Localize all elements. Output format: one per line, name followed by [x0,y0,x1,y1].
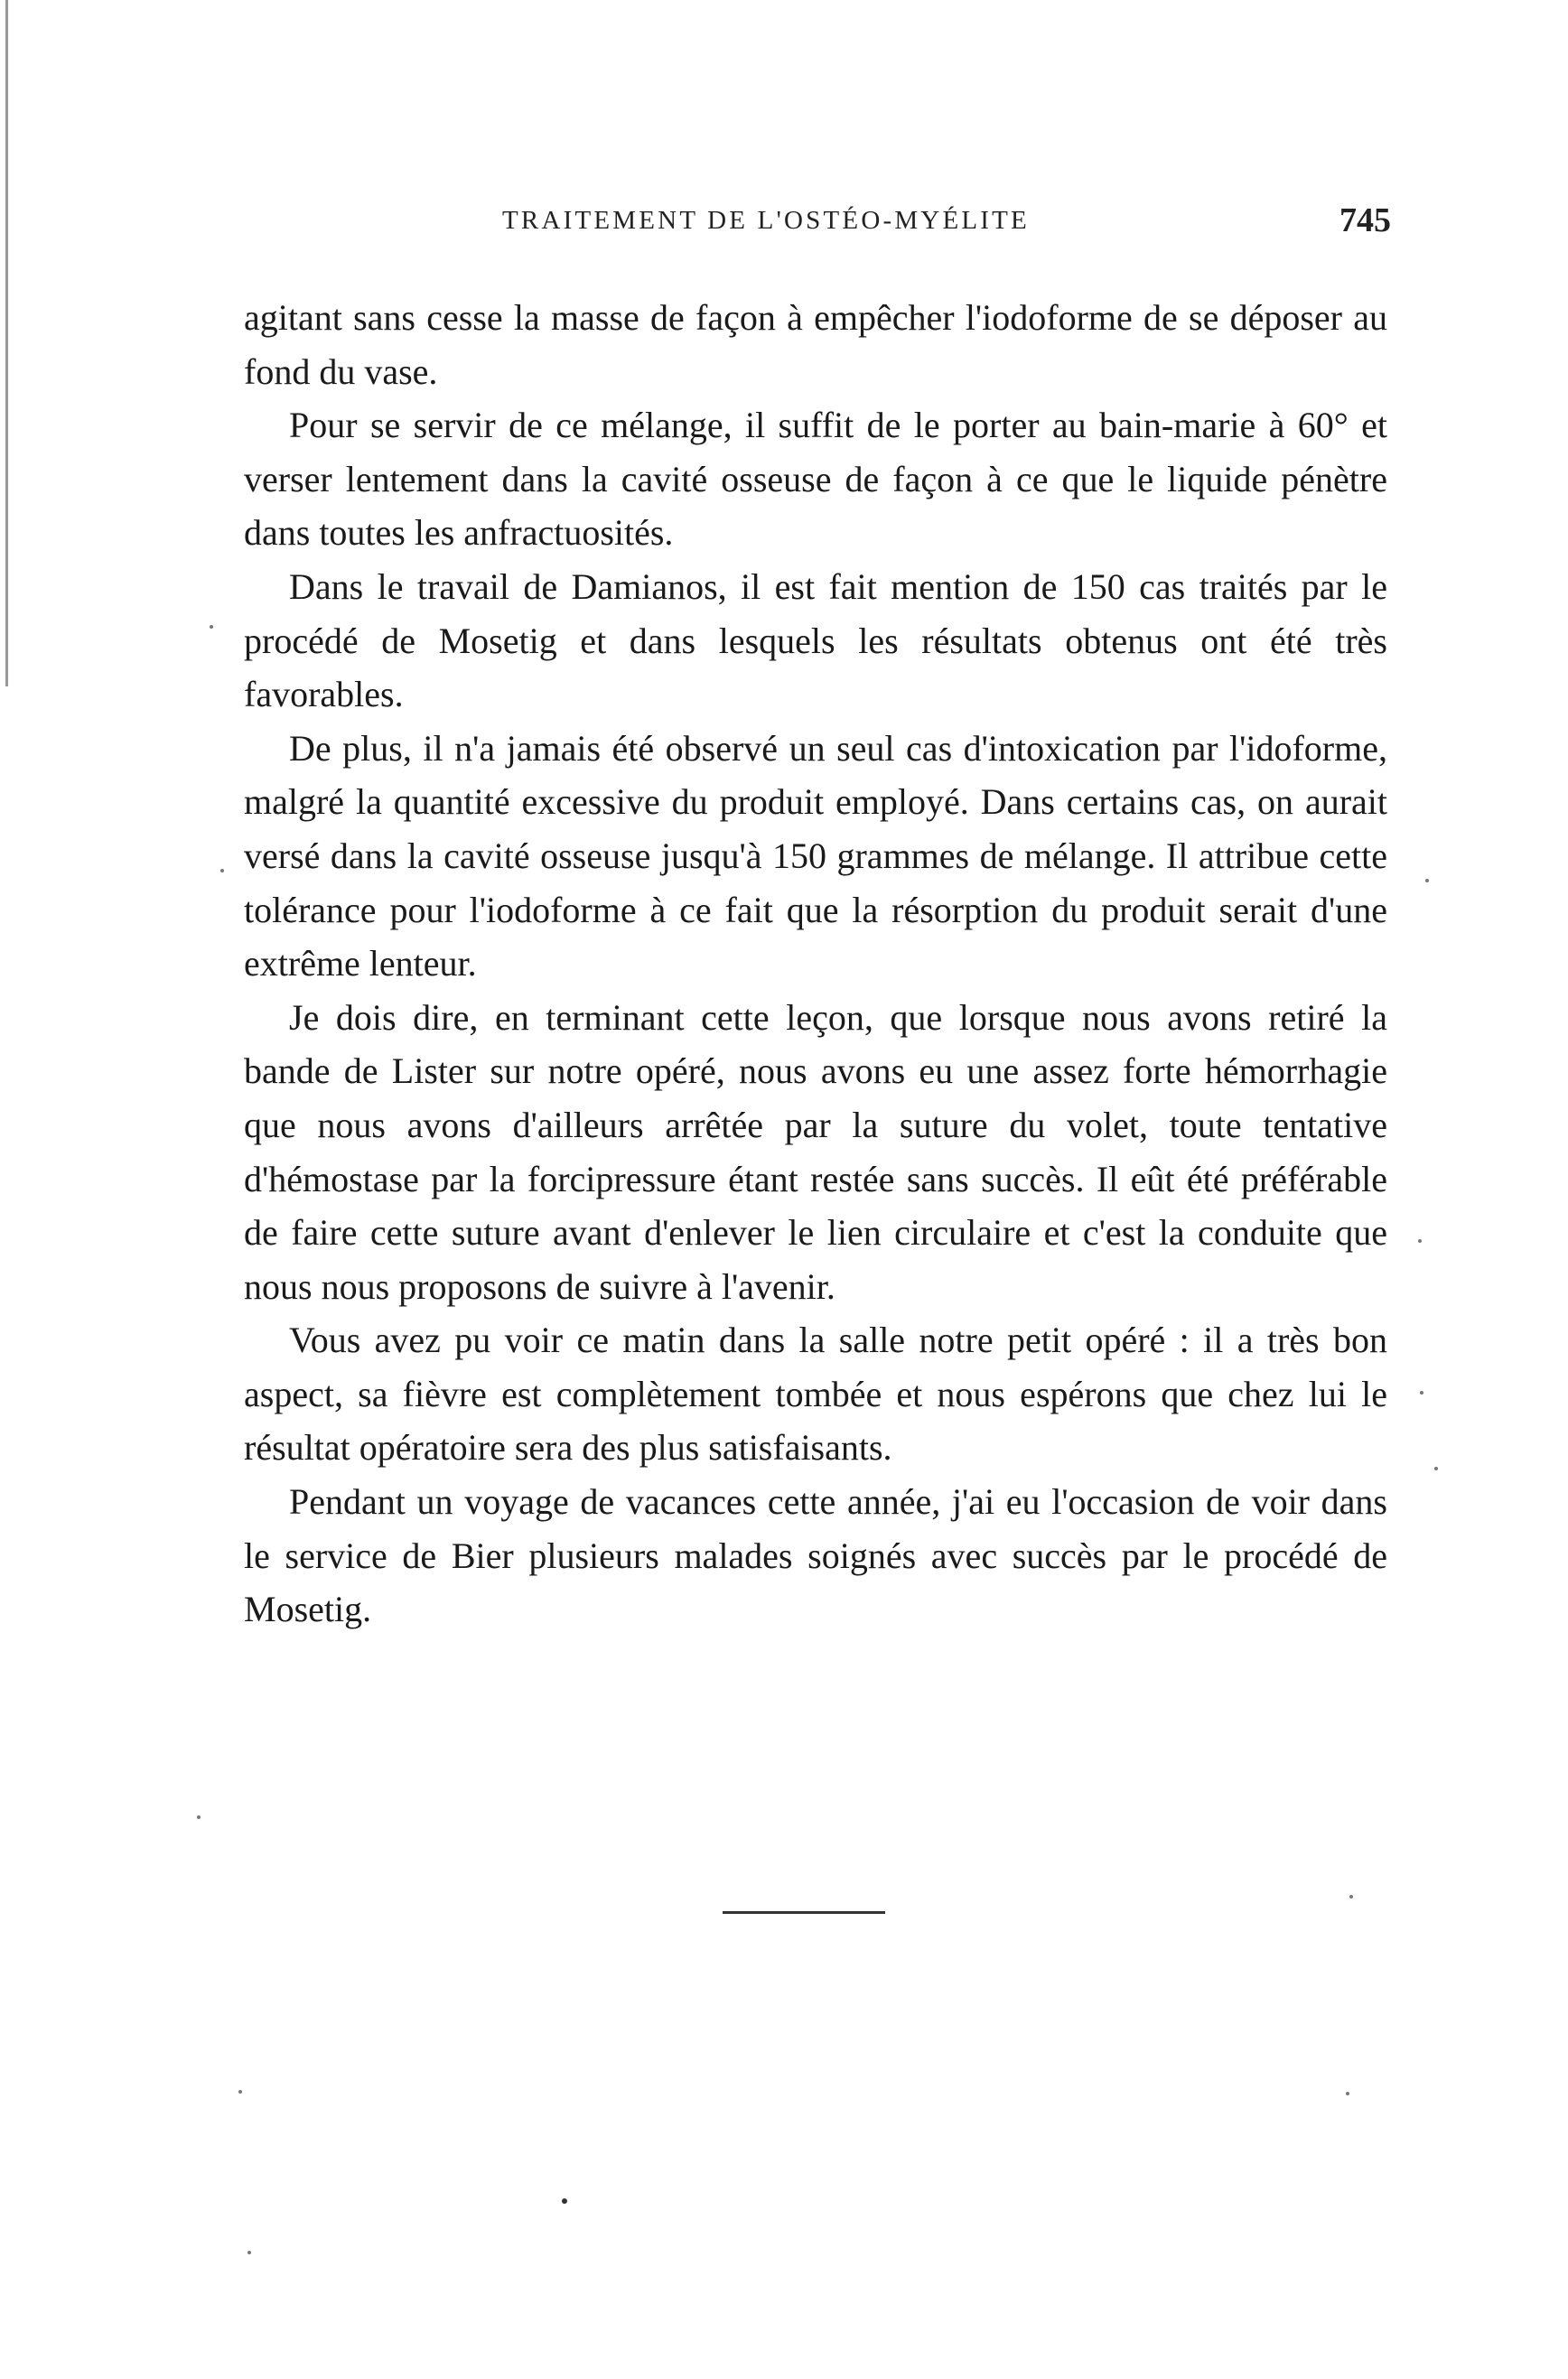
paragraph: Vous avez pu voir ce matin dans la salle notre petit opéré : il a très bon aspect, sa fièvre est complètement tombée et nous espérons que chez lui le résultat opératoire sera des plus satisfaisants. [244,1320,1387,1469]
running-title: TRAITEMENT DE L'OSTÉO-MYÉLITE [502,206,1030,235]
page-number: 745 [1339,201,1391,239]
print-speck [210,625,213,629]
print-speck [238,2090,242,2094]
paragraph: De plus, il n'a jamais été observé un seul cas d'intoxication par l'idoforme, malgré la quantité excessive du produit employé. Dans certains cas, on aurait versé dans la cavité osseuse jusqu'à 150 grammes de mélange. Il attribue cette tolérance pour l'iodoforme à ce fait que la résorption du produit serait d'une extrême lenteur. [244,727,1387,984]
print-speck [562,2198,567,2204]
paragraph: Pour se servir de ce mélange, il suffit de le porter au bain-marie à 60° et verser lentement dans la cavité osseuse de façon à ce que le liquide pénètre dans toutes les anfractuosités. [244,405,1387,554]
print-speck [1420,1391,1423,1395]
paragraph-continued: agitant sans cesse la masse de façon à empêcher l'iodoforme de se déposer au fond du vase. [244,297,1387,392]
running-head [244,201,1391,255]
end-rule-divider [723,1911,885,1914]
page-edge-shadow [5,0,8,686]
print-speck [1434,1467,1438,1470]
print-speck [1425,879,1429,882]
paragraph: Pendant un voyage de vacances cette année, j'ai eu l'occasion de voir dans le service de Bier plusieurs malades soignés avec succès par le procédé de Mosetig. [244,1481,1387,1630]
print-speck [1418,1239,1422,1243]
paragraph: Dans le travail de Damianos, il est fait mention de 150 cas traités par le procédé de Mosetig et dans lesquels les résultats obtenus ont été très favorables. [244,565,1387,715]
print-speck [197,1815,201,1819]
body-text [244,291,1387,1637]
paragraph: Je dois dire, en terminant cette leçon, que lorsque nous avons retiré la bande de Lister sur notre opéré, nous avons eu une assez forte hémorrhagie que nous avons d'ailleurs arrêtée par la suture du volet, toute tentative d'hémostase par la forcipressure étant restée sans succès. Il eût été préférable de faire cette suture avant d'enlever le lien circulaire et c'est la conduite que nous nous proposons de suivre à l'avenir. [244,996,1387,1307]
print-speck [1346,2092,1349,2095]
print-speck [1349,1895,1353,1899]
print-speck [220,869,224,872]
print-speck [247,2251,251,2254]
